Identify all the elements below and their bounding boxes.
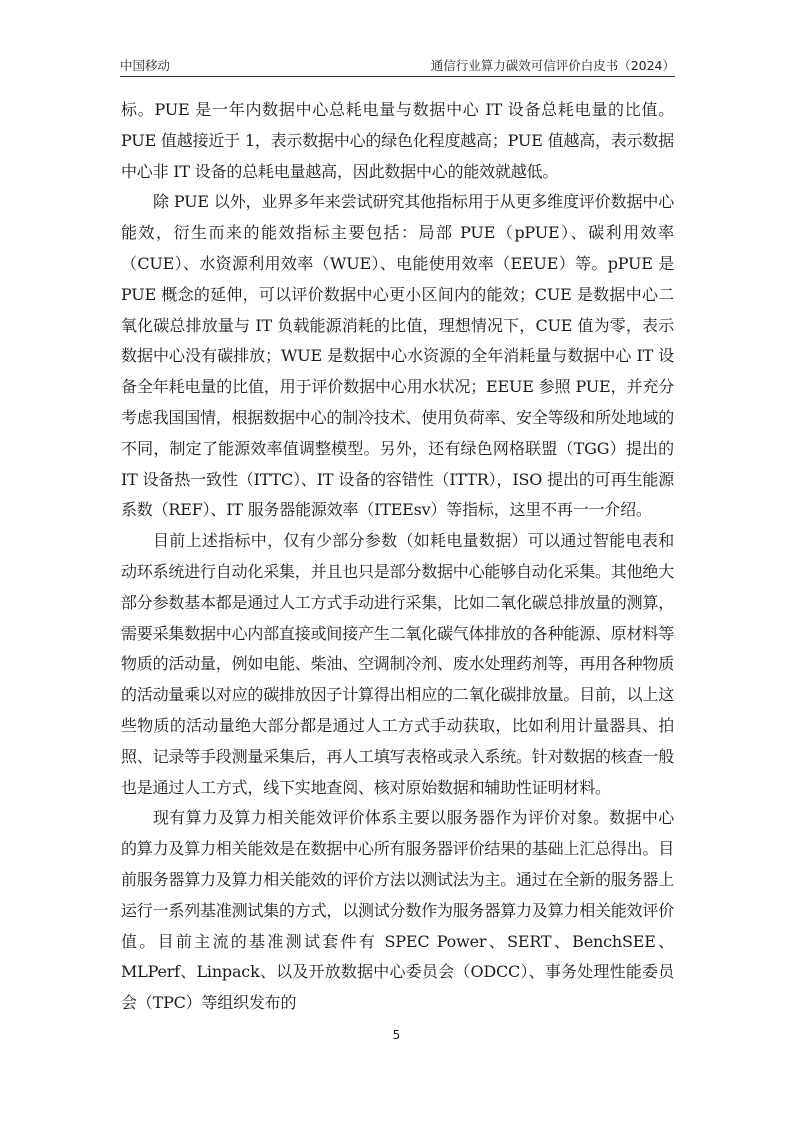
paragraph-data-collection: 目前上述指标中，仅有少部分参数（如耗电量数据）可以通过智能电表和动环系统进行自动化采集，并且也只是部分数据中心能够自动化采集。其他绝大部分参数基本都是通过人工方式手动进行采集，比如二氧化碳总排放量的测算，需要采集数据中心内部直接或间接产生二氧化碳气体排放的各种能源、原材料等物质的活动量，例如电能、柴油、空调制冷剂、废水处理药剂等，再用各种物质的活动量乘以对应的碳排放因子计算得出相应的二氧化碳排放量。目前，以上这些物质的活动量绝大部分都是通过人工方式手动获取，比如利用计量器具、拍照、记录等手段测量采集后，再人工填写表格或录入系统。针对数据的核查一般也是通过人工方式，线下实地查阅、核对原始数据和辅助性证明材料。	[121, 531, 675, 797]
paragraph-server-evaluation: 现有算力及算力相关能效评价体系主要以服务器作为评价对象。数据中心的算力及算力相关能效是在数据中心所有服务器评价结果的基础上汇总得出。目前服务器算力及算力相关能效的评价方法以测试法为主。通过在全新的服务器上运行一系列基准测试集的方式，以测试分数作为服务器算力及算力相关能效评价值。目前主流的基准测试套件有 SPEC Power、SERT、BenchSEE、MLPerf、Linpack、以及开放数据中心委员会（ODCC）、事务处理性能委员会（TPC）等组织发布的	[121, 808, 675, 1013]
header-org-name: 中国移动	[120, 58, 171, 73]
header-document-title: 通信行业算力碳效可信评价白皮书（2024）	[430, 58, 675, 73]
page-number: 5	[392, 1028, 401, 1042]
body-text	[121, 95, 674, 1019]
page-header	[120, 56, 675, 78]
paragraph-continuation: 标。PUE 是一年内数据中心总耗电量与数据中心 IT 设备总耗电量的比值。PUE 值越接近于 1，表示数据中心的绿色化程度越高；PUE 值越高，表示数据中心非 IT 设备的总耗电量越高，因此数据中心的能效就越低。	[121, 100, 674, 181]
header-divider	[120, 76, 675, 77]
paragraph-efficiency-metrics: 除 PUE 以外，业界多年来尝试研究其他指标用于从更多维度评价数据中心能效，衍生而来的能效指标主要包括：局部 PUE（pPUE）、碳利用效率（CUE）、水资源利用效率（WUE）、电能使用效率（EEUE）等。pPUE 是 PUE 概念的延伸，可以评价数据中心更小区间内的能效；CUE 是数据中心二氧化碳总排放量与 IT 负载能源消耗的比值，理想情况下，CUE 值为零，表示数据中心没有碳排放；WUE 是数据中心水资源的全年消耗量与数据中心 IT 设备全年耗电量的比值，用于评价数据中心用水状况；EEUE 参照 PUE，并充分考虑我国国情，根据数据中心的制冷技术、使用负荷率、安全等级和所处地域的不同，制定了能源效率值调整模型。另外，还有绿色网格联盟（TGG）提出的 IT 设备热一致性（ITTC）、IT 设备的容错性（ITTR），ISO 提出的可再生能源系数（REF）、IT 服务器能源效率（ITEEsv）等指标，这里不再一一介绍。	[121, 192, 675, 520]
